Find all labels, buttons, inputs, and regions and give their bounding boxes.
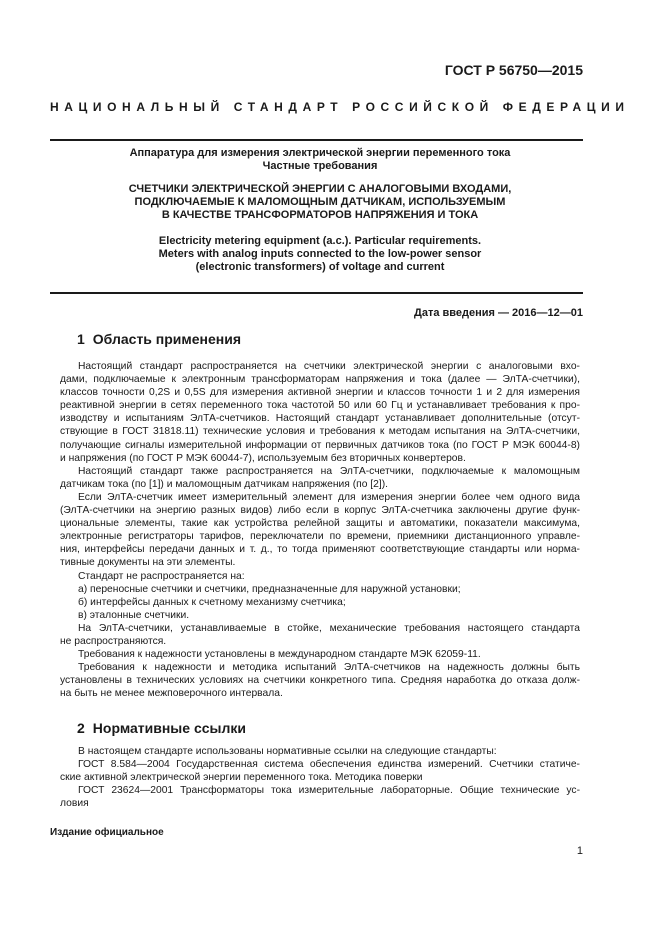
section-title: Нормативные ссылки	[92, 720, 246, 736]
text-line: Если ЭлТА-счетчик имеет измерительный элемент для измерения энергии более чем одного вида	[78, 491, 580, 503]
section-1-heading	[77, 331, 241, 347]
title-line: ПОДКЛЮЧАЕМЫЕ К МАЛОМОЩНЫМ ДАТЧИКАМ, ИСПОЛЬЗУЕМЫМ	[134, 196, 506, 208]
text-line: циональные элементы, такие как устройства релейной защиты и автоматики, показатели максимума,	[60, 518, 580, 530]
bottom-divider	[50, 292, 583, 294]
document-number: ГОСТ Р 56750—2015	[444, 62, 583, 78]
text-line: Настоящий стандарт распространяется на счетчики электрической энергии с аналоговыми вхо-	[78, 361, 580, 372]
reference-line: ловия	[60, 798, 89, 810]
top-divider	[50, 139, 583, 141]
text-line: Стандарт не распространяется на:	[78, 570, 245, 582]
text-line: Требования к надежности установлены в международном стандарте МЭК 62059-11.	[78, 649, 481, 661]
section-2-heading	[77, 720, 246, 736]
title-line: Частные требования	[262, 160, 378, 172]
title-line: В КАЧЕСТВЕ ТРАНСФОРМАТОРОВ НАПРЯЖЕНИЯ И ТОКА	[161, 209, 479, 221]
list-item: в) эталонные счетчики.	[78, 609, 190, 621]
text-line: изводству и испытаниям ЭлТА-счетчиков. Настоящий стандарт устанавливает дополнительные (отсут-	[60, 413, 580, 425]
text-line: На ЭлТА-счетчики, устанавливаемые в стойке, механические требования настоящего стандарта	[78, 622, 580, 634]
title-line: СЧЕТЧИКИ ЭЛЕКТРИЧЕСКОЙ ЭНЕРГИИ С АНАЛОГОВЫМИ ВХОДАМИ,	[128, 183, 512, 195]
text-line: реактивной энергии в сетях переменного тока частотой 50 или 60 Гц и устанавливает требования к про-	[60, 400, 580, 412]
text-line: Настоящий стандарт также распространяется на ЭлТА-счетчики, подключаемые к маломощным	[78, 465, 580, 477]
text-line: установлены в технических условиях на счетчики конкретного типа. Средняя наработка до отказа долж-	[60, 675, 580, 687]
text-line: не распространяются.	[60, 635, 167, 647]
list-item: б) интерфейсы данных к счетному механизму счетчика;	[78, 596, 346, 608]
text-line: Требования к надежности и методика испытаний ЭлТА-счетчиков на надежность должны быть	[78, 662, 580, 674]
text-line: и напряжения (по ГОСТ Р МЭК 60044-7), используемым без вторичных конвертеров.	[60, 452, 466, 464]
page-number: 1	[576, 845, 583, 857]
section-1-body	[60, 360, 580, 700]
section-number: 2	[77, 720, 85, 736]
reference-line: ГОСТ 23624—2001 Трансформаторы тока измерительные лабораторные. Общие технические ус-	[78, 785, 580, 797]
text-line: получающие сигналы измерительной информации от первичных датчиков тока (по ГОСТ Р МЭК 60044-8)	[60, 439, 580, 451]
list-item: а) переносные счетчики и счетчики, предназначенные для наружной установки;	[78, 583, 461, 595]
text-line: ния, интерфейсы передачи данных и т. д., то тогда применяют соответствующие стандарты или норма-	[60, 544, 580, 556]
national-standard-heading: НАЦИОНАЛЬНЫЙ СТАНДАРТ РОССИЙСКОЙ ФЕДЕРАЦИИ	[50, 100, 630, 114]
text-line: тивные документы на эти элементы.	[60, 557, 236, 569]
reference-line: ские активной электрической энергии переменного тока. Методика поверки	[60, 772, 423, 784]
reference-line: ГОСТ 8.584—2004 Государственная система обеспечения единства измерений. Счетчики статиче-	[78, 759, 580, 771]
section-number: 1	[77, 331, 85, 347]
text-line: электронные регистраторы тарифов, переключатели по времени, приемники дистанционного управле-	[60, 531, 580, 543]
title-line-en: Meters with analog inputs connected to the low-power sensor	[158, 248, 482, 260]
section-2-body	[60, 745, 580, 810]
text-line: (ЭлТА-счетчики на энергию разных видов) либо если в корпус ЭлТА-счетчика заключены другие функ-	[60, 505, 580, 517]
text-line: классов точности 0,2S и 0,5S для измерения активной энергии и классов точности 1 и 2 для измерения	[60, 387, 580, 399]
text-line: В настоящем стандарте использованы нормативные ссылки на следующие стандарты:	[78, 746, 497, 757]
title-line-en: (electronic transformers) of voltage and current	[195, 261, 445, 273]
text-line: на быть не менее межповерочного интервала.	[60, 688, 283, 700]
official-edition-label: Издание официальное	[50, 827, 164, 838]
title-line: Аппаратура для измерения электрической энергии переменного тока	[129, 147, 511, 159]
introduction-date: Дата введения — 2016—12—01	[414, 307, 583, 319]
title-line-en: Electricity metering equipment (a.c.). Particular requirements.	[158, 235, 482, 247]
text-line: датчикам тока (по [1]) и маломощным датчикам напряжения (по [2]).	[60, 478, 389, 490]
section-title: Область применения	[92, 331, 242, 347]
text-line: ствующие в ГОСТ 31818.11) технические условия и требования к методам испытания на ЭлТА-счетчики,	[60, 426, 580, 438]
text-line: дами, подключаемые к электронным трансформаторам напряжения и тока (далее — ЭлТА-счетчики),	[60, 374, 580, 386]
title-block	[60, 147, 580, 274]
